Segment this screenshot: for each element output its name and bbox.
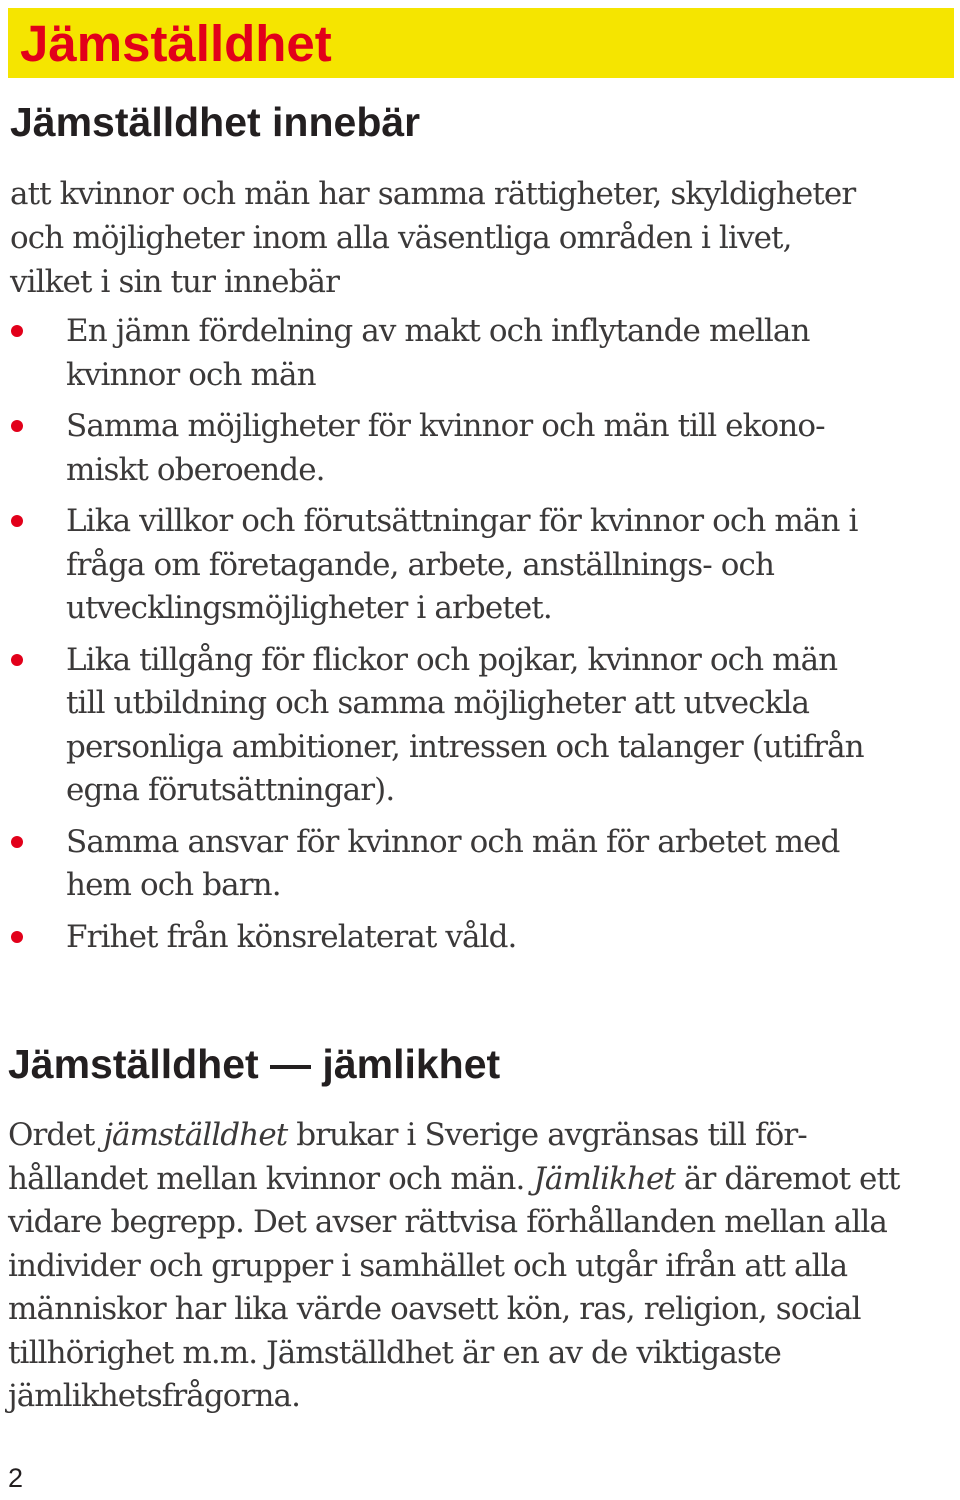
list-item-line: Frihet från könsrelaterat våld. xyxy=(66,918,517,955)
list-item-line: miskt oberoende. xyxy=(66,451,325,488)
list-item-line: fråga om företagande, arbete, anställnings- och xyxy=(66,546,775,583)
section-heading-jamlikhet: Jämställdhet — jämlikhet xyxy=(8,1041,501,1087)
list-item xyxy=(0,500,960,631)
paragraph-line: vidare begrepp. Det avser rättvisa förhållanden mellan alla xyxy=(8,1204,887,1240)
bullet-dot-icon xyxy=(11,325,23,337)
intro-line: vilket i sin tur innebär xyxy=(10,264,340,300)
list-item xyxy=(0,310,960,397)
list-item xyxy=(0,405,960,492)
list-item-line: En jämn fördelning av makt och inflytande mellan xyxy=(66,313,810,349)
page-number: 2 xyxy=(8,1463,24,1493)
paragraph-line: individer och grupper i samhället och utgår ifrån att alla xyxy=(8,1247,848,1284)
list-item-line: personliga ambitioner, intressen och talanger (utifrån xyxy=(66,728,864,765)
bullet-dot-icon xyxy=(11,931,23,943)
paragraph-text: är däremot ett xyxy=(674,1160,900,1197)
list-item-line: Samma möjligheter för kvinnor och män till ekono- xyxy=(66,408,825,444)
list-item-line: utvecklingsmöjligheter i arbetet. xyxy=(66,590,552,626)
intro-line: att kvinnor och män har samma rättigheter, skyldigheter xyxy=(10,176,856,212)
paragraph-text: Ordet xyxy=(8,1117,104,1153)
bullet-dot-icon xyxy=(11,515,23,527)
list-item xyxy=(0,821,960,908)
list-item-line: egna förutsättningar). xyxy=(66,772,395,808)
bullet-list xyxy=(0,310,960,967)
paragraph-line xyxy=(8,1158,900,1202)
page-title: Jämställdhet xyxy=(20,15,332,72)
section-heading-innebar: Jämställdhet innebär xyxy=(10,99,421,145)
list-item xyxy=(0,639,960,813)
list-item-line: hem och barn. xyxy=(66,867,281,903)
list-item-line: Samma ansvar för kvinnor och män för arbetet med xyxy=(66,823,840,860)
paragraph-line: jämlikhetsfrågorna. xyxy=(8,1378,301,1414)
paragraph-line xyxy=(8,1114,900,1158)
jamlikhet-paragraph xyxy=(8,1114,900,1419)
list-item xyxy=(0,916,960,960)
emphasis-term: jämställdhet xyxy=(103,1117,288,1153)
emphasis-term: Jämlikhet xyxy=(533,1160,675,1197)
intro-paragraph xyxy=(10,172,855,304)
list-item-line: Lika villkor och förutsättningar för kvinnor och män i xyxy=(66,503,858,539)
bullet-dot-icon xyxy=(11,836,23,848)
bullet-dot-icon xyxy=(11,654,23,666)
paragraph-text: brukar i Sverige avgränsas till för- xyxy=(287,1117,807,1153)
bullet-dot-icon xyxy=(11,420,23,432)
paragraph-line: människor har lika värde oavsett kön, ras, religion, social xyxy=(8,1291,861,1327)
list-item-line: till utbildning och samma möjligheter att utveckla xyxy=(66,685,810,721)
paragraph-line: tillhörighet m.m. Jämställdhet är en av de viktigaste xyxy=(8,1334,781,1371)
list-item-line: Lika tillgång för flickor och pojkar, kvinnor och män xyxy=(66,641,838,678)
paragraph-text: hållandet mellan kvinnor och män. xyxy=(8,1160,534,1197)
list-item-line: kvinnor och män xyxy=(66,356,316,393)
intro-line: och möjligheter inom alla väsentliga områden i livet, xyxy=(10,220,792,256)
title-banner xyxy=(8,8,954,78)
